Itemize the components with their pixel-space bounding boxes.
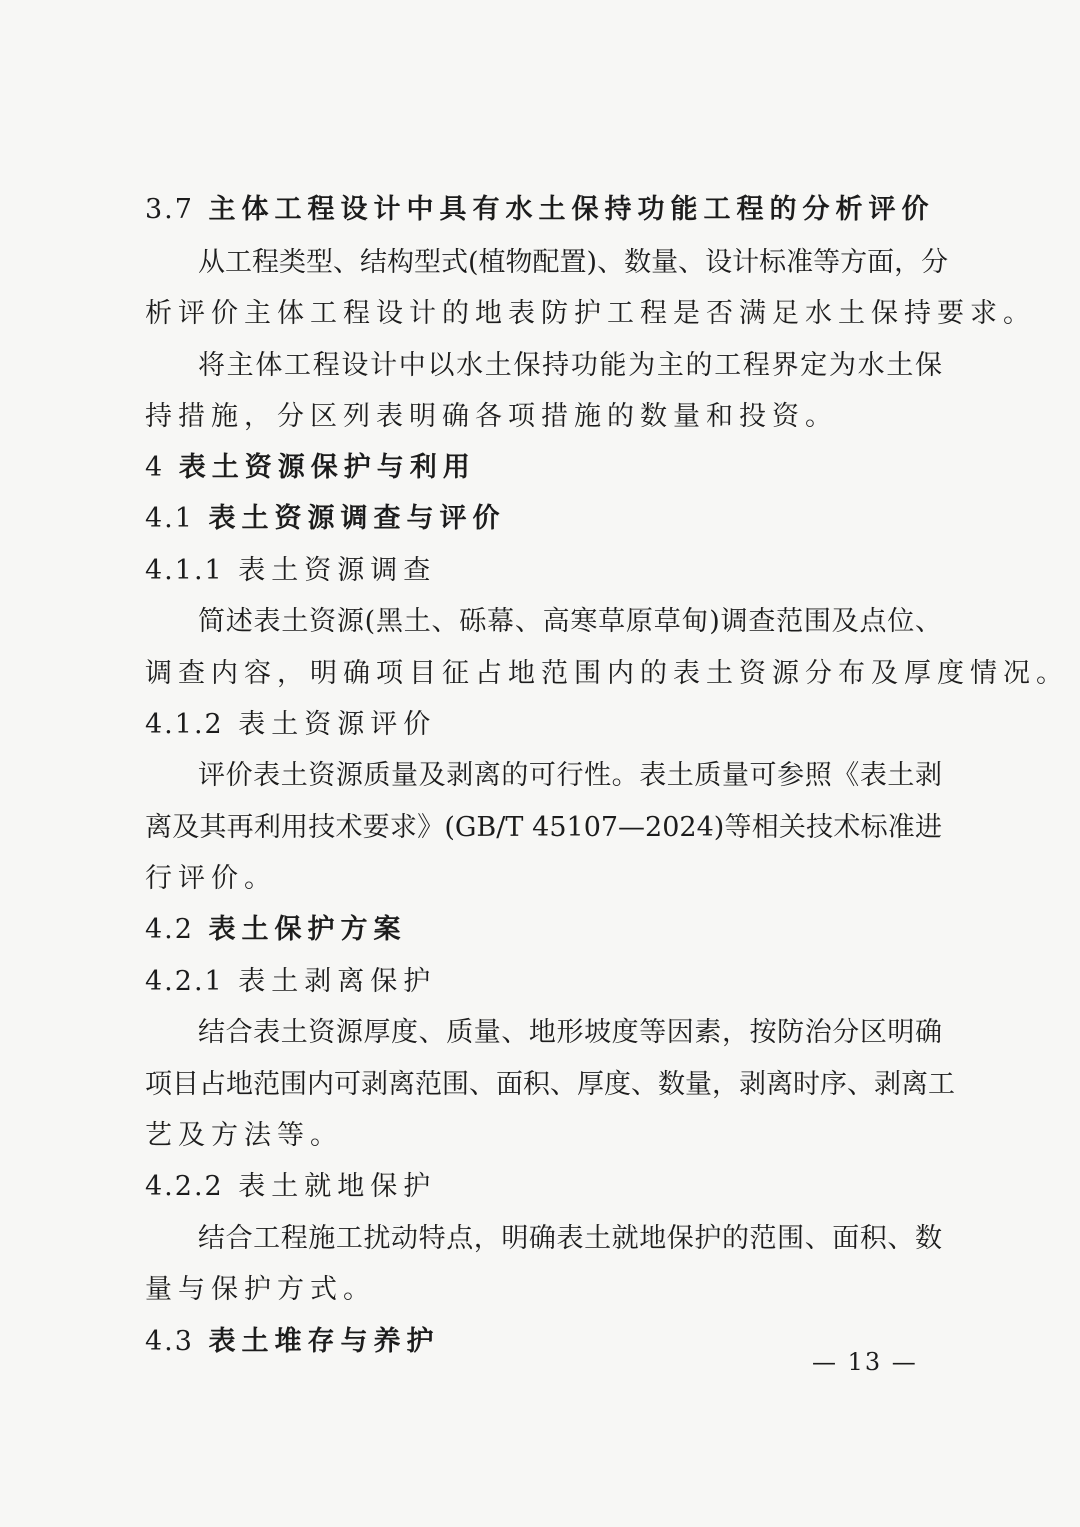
heading-number: 4.1 (145, 503, 194, 534)
heading-number: 4.1.2 (145, 709, 224, 740)
heading-4-1-1 (145, 553, 945, 589)
heading-title: 表土资源保护与利用 (178, 452, 476, 483)
heading-number: 4.1.1 (145, 555, 224, 586)
heading-number: 3.7 (145, 194, 194, 225)
heading-4-1 (145, 501, 945, 537)
heading-4-2-2 (145, 1169, 945, 1205)
paragraph-line: 持措施，分区列表明确各项措施的数量和投资。 (145, 401, 838, 432)
page-number: — 13 — (812, 1348, 918, 1376)
paragraph-line: 从工程类型、结构型式(植物配置)、数量、设计标准等方面，分 (198, 247, 949, 278)
heading-number: 4.3 (145, 1326, 194, 1357)
heading-number: 4 (145, 452, 165, 483)
paragraph-line: 调查内容，明确项目征占地范围内的表土资源分布及厚度情况。 (145, 658, 1069, 689)
paragraph-line: 结合表土资源厚度、质量、地形坡度等因素，按防治分区明确 (198, 1017, 942, 1048)
paragraph-line: 结合工程施工扰动特点，明确表土就地保护的范围、面积、数 (198, 1223, 942, 1254)
paragraph-line: 艺及方法等。 (145, 1120, 343, 1151)
heading-title: 表土资源调查 (238, 555, 437, 586)
heading-number: 4.2 (145, 914, 194, 945)
heading-number: 4.2.1 (145, 966, 224, 997)
heading-4-1-2 (145, 707, 945, 743)
paragraph-line: 量与保护方式。 (145, 1274, 376, 1305)
paragraph-line: 评价表土资源质量及剥离的可行性。表土质量可参照《表土剥 (198, 760, 942, 791)
paragraph-line: 简述表土资源(黑土、砾幕、高寒草原草甸)调查范围及点位、 (198, 606, 942, 637)
heading-4 (145, 450, 945, 486)
heading-title: 表土资源调查与评价 (208, 503, 506, 534)
heading-number: 4.2.2 (145, 1171, 224, 1202)
heading-title: 表土堆存与养护 (208, 1326, 440, 1357)
heading-title: 表土保护方案 (208, 914, 407, 945)
heading-4-2-1 (145, 964, 945, 1000)
heading-title: 表土资源评价 (238, 709, 437, 740)
paragraph-line: 析评价主体工程设计的地表防护工程是否满足水土保持要求。 (145, 298, 1036, 329)
heading-title: 表土就地保护 (238, 1171, 437, 1202)
heading-title: 主体工程设计中具有水土保持功能工程的分析评价 (208, 194, 935, 225)
paragraph-line: 行评价。 (145, 863, 277, 894)
paragraph-line: 项目占地范围内可剥离范围、面积、厚度、数量，剥离时序、剥离工 (145, 1069, 955, 1100)
heading-4-2 (145, 912, 945, 948)
heading-3-7 (145, 192, 945, 228)
paragraph-line: 离及其再利用技术要求》(GB/T 45107—2024)等相关技术标准进 (145, 812, 942, 843)
heading-title: 表土剥离保护 (238, 966, 437, 997)
paragraph-line: 将主体工程设计中以水土保持功能为主的工程界定为水土保 (198, 350, 942, 381)
